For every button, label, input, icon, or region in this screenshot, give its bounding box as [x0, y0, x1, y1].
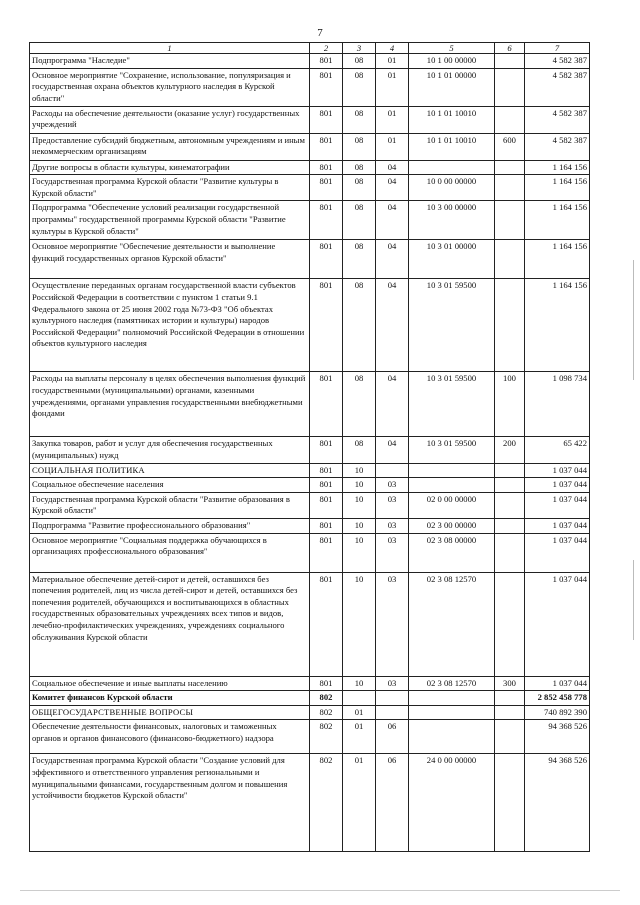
- row-type-cell: 200: [495, 437, 525, 463]
- table-row: [30, 133, 590, 160]
- row-target-cell: 10 1 01 10010: [409, 106, 495, 133]
- row-target-cell: 02 3 00 00000: [409, 518, 495, 533]
- table-row: [30, 437, 590, 463]
- row-target-cell: 10 3 01 59500: [409, 437, 495, 463]
- row-code-cell: 801: [310, 372, 343, 437]
- row-code-cell: 802: [310, 691, 343, 706]
- row-type-cell: [495, 54, 525, 69]
- row-type-cell: 600: [495, 133, 525, 160]
- row-section-cell: 08: [343, 201, 376, 240]
- row-name-cell: Обеспечение деятельности финансовых, налоговых и таможенных органов и органов финансового (финансово-бюджетного) надзора: [30, 720, 310, 754]
- row-name-cell: Подпрограмма "Обеспечение условий реализации государственной программы" государственной программы Курской области "Развитие культуры в Курской области": [30, 201, 310, 240]
- scan-bottom-line: [20, 890, 620, 891]
- row-amount-cell: 1 037 044: [525, 533, 590, 572]
- row-section-cell: [343, 691, 376, 706]
- row-code-cell: 801: [310, 240, 343, 279]
- table-row: [30, 492, 590, 518]
- row-section-cell: 10: [343, 533, 376, 572]
- row-section-cell: 10: [343, 478, 376, 493]
- header-cell: 5: [409, 43, 495, 54]
- row-code-cell: 801: [310, 463, 343, 478]
- row-code-cell: 801: [310, 437, 343, 463]
- row-section-cell: 08: [343, 372, 376, 437]
- row-section-cell: 08: [343, 240, 376, 279]
- row-type-cell: [495, 463, 525, 478]
- row-code-cell: 802: [310, 720, 343, 754]
- row-subsection-cell: 04: [376, 437, 409, 463]
- row-subsection-cell: 01: [376, 54, 409, 69]
- row-name-cell: Подпрограмма "Наследие": [30, 54, 310, 69]
- row-type-cell: 300: [495, 676, 525, 691]
- row-subsection-cell: 06: [376, 720, 409, 754]
- row-code-cell: 801: [310, 676, 343, 691]
- row-section-cell: 01: [343, 705, 376, 720]
- row-amount-cell: 1 098 734: [525, 372, 590, 437]
- row-target-cell: 10 3 01 00000: [409, 240, 495, 279]
- row-amount-cell: 1 037 044: [525, 463, 590, 478]
- row-type-cell: [495, 518, 525, 533]
- row-subsection-cell: 04: [376, 160, 409, 175]
- row-target-cell: 02 0 00 00000: [409, 492, 495, 518]
- header-cell: 3: [343, 43, 376, 54]
- row-type-cell: [495, 572, 525, 676]
- row-target-cell: 02 3 08 12570: [409, 676, 495, 691]
- row-amount-cell: 1 164 156: [525, 160, 590, 175]
- scan-edge-mark: [633, 560, 634, 640]
- row-code-cell: 801: [310, 106, 343, 133]
- row-amount-cell: 4 582 387: [525, 68, 590, 106]
- row-code-cell: 801: [310, 478, 343, 493]
- row-amount-cell: 4 582 387: [525, 106, 590, 133]
- table-row: [30, 279, 590, 372]
- row-section-cell: 01: [343, 720, 376, 754]
- row-code-cell: 802: [310, 705, 343, 720]
- row-section-cell: 01: [343, 754, 376, 852]
- row-amount-cell: 1 037 044: [525, 572, 590, 676]
- row-target-cell: [409, 478, 495, 493]
- header-cell: 2: [310, 43, 343, 54]
- scan-edge-mark: [633, 260, 634, 380]
- row-section-cell: 10: [343, 518, 376, 533]
- row-section-cell: 08: [343, 279, 376, 372]
- row-amount-cell: 1 164 156: [525, 175, 590, 201]
- row-target-cell: 10 3 01 59500: [409, 279, 495, 372]
- row-code-cell: 801: [310, 533, 343, 572]
- row-subsection-cell: [376, 691, 409, 706]
- row-type-cell: [495, 106, 525, 133]
- row-name-cell: Государственная программа Курской области "Развитие образования в Курской области": [30, 492, 310, 518]
- row-name-cell: Основное мероприятие "Обеспечение деятельности и выполнение функций государственных органов Курской области": [30, 240, 310, 279]
- row-code-cell: 801: [310, 68, 343, 106]
- row-section-cell: 10: [343, 572, 376, 676]
- table-row: [30, 691, 590, 706]
- table-row: [30, 705, 590, 720]
- row-amount-cell: 1 037 044: [525, 518, 590, 533]
- row-section-cell: 08: [343, 437, 376, 463]
- row-amount-cell: 4 582 387: [525, 133, 590, 160]
- budget-table: [29, 42, 590, 852]
- row-subsection-cell: 04: [376, 240, 409, 279]
- row-amount-cell: 1 037 044: [525, 492, 590, 518]
- table-row: [30, 201, 590, 240]
- row-amount-cell: 4 582 387: [525, 54, 590, 69]
- row-code-cell: 801: [310, 279, 343, 372]
- row-target-cell: 10 3 00 00000: [409, 201, 495, 240]
- row-amount-cell: 94 368 526: [525, 754, 590, 852]
- row-subsection-cell: 03: [376, 676, 409, 691]
- row-type-cell: [495, 201, 525, 240]
- row-type-cell: [495, 240, 525, 279]
- row-type-cell: [495, 720, 525, 754]
- table-row: [30, 240, 590, 279]
- row-subsection-cell: 04: [376, 279, 409, 372]
- row-subsection-cell: 01: [376, 68, 409, 106]
- page-number: 7: [317, 27, 323, 39]
- header-cell: 1: [30, 43, 310, 54]
- table-row: [30, 463, 590, 478]
- row-code-cell: 801: [310, 54, 343, 69]
- row-name-cell: Государственная программа Курской области "Создание условий для эффективного и ответственного управления региональными и муниципальными финансами, государственным долгом и повышения устойчивости бюджетов Курской области": [30, 754, 310, 852]
- row-type-cell: [495, 279, 525, 372]
- row-target-cell: 10 1 00 00000: [409, 54, 495, 69]
- row-code-cell: 801: [310, 492, 343, 518]
- row-name-cell: Предоставление субсидий бюджетным, автономным учреждениям и иным некоммерческим организациям: [30, 133, 310, 160]
- row-name-cell: Основное мероприятие "Социальная поддержка обучающихся в организациях профессионального образования": [30, 533, 310, 572]
- row-name-cell: Другие вопросы в области культуры, кинематографии: [30, 160, 310, 175]
- row-type-cell: [495, 175, 525, 201]
- table-row: [30, 68, 590, 106]
- row-target-cell: 10 1 01 10010: [409, 133, 495, 160]
- row-type-cell: [495, 533, 525, 572]
- table-row: [30, 372, 590, 437]
- row-section-cell: 10: [343, 492, 376, 518]
- row-subsection-cell: 01: [376, 106, 409, 133]
- row-name-cell: Основное мероприятие "Сохранение, использование, популяризация и государственная охрана объектов культурного наследия в Курской области": [30, 68, 310, 106]
- row-subsection-cell: 06: [376, 754, 409, 852]
- row-target-cell: 10 0 00 00000: [409, 175, 495, 201]
- table-row: [30, 518, 590, 533]
- row-name-cell: Расходы на обеспечение деятельности (оказание услуг) государственных учреждений: [30, 106, 310, 133]
- row-amount-cell: 1 164 156: [525, 240, 590, 279]
- table-row: [30, 533, 590, 572]
- row-amount-cell: 1 037 044: [525, 676, 590, 691]
- row-code-cell: 801: [310, 201, 343, 240]
- header-cell: 7: [525, 43, 590, 54]
- row-subsection-cell: 04: [376, 201, 409, 240]
- row-amount-cell: 94 368 526: [525, 720, 590, 754]
- row-name-cell: Государственная программа Курской области "Развитие культуры в Курской области": [30, 175, 310, 201]
- row-code-cell: 801: [310, 572, 343, 676]
- row-type-cell: [495, 492, 525, 518]
- row-section-cell: 08: [343, 68, 376, 106]
- row-code-cell: 801: [310, 518, 343, 533]
- row-target-cell: 10 3 01 59500: [409, 372, 495, 437]
- row-name-cell: Социальное обеспечение и иные выплаты населению: [30, 676, 310, 691]
- row-section-cell: 08: [343, 133, 376, 160]
- row-type-cell: [495, 478, 525, 493]
- table-row: [30, 572, 590, 676]
- row-code-cell: 802: [310, 754, 343, 852]
- row-section-cell: 08: [343, 106, 376, 133]
- row-name-cell: Подпрограмма "Развитие профессионального образования": [30, 518, 310, 533]
- row-code-cell: 801: [310, 160, 343, 175]
- row-name-cell: Закупка товаров, работ и услуг для обеспечения государственных (муниципальных) нужд: [30, 437, 310, 463]
- row-name-cell: Социальное обеспечение населения: [30, 478, 310, 493]
- row-name-cell: Комитет финансов Курской области: [30, 691, 310, 706]
- row-amount-cell: 65 422: [525, 437, 590, 463]
- table-row: [30, 478, 590, 493]
- row-type-cell: [495, 68, 525, 106]
- row-subsection-cell: 04: [376, 175, 409, 201]
- table-row: [30, 720, 590, 754]
- row-target-cell: [409, 705, 495, 720]
- row-name-cell: СОЦИАЛЬНАЯ ПОЛИТИКА: [30, 463, 310, 478]
- table-row: [30, 54, 590, 69]
- row-section-cell: 08: [343, 175, 376, 201]
- row-type-cell: [495, 705, 525, 720]
- table-row: [30, 676, 590, 691]
- row-subsection-cell: 03: [376, 533, 409, 572]
- table-header-row: [30, 43, 590, 54]
- row-section-cell: 10: [343, 463, 376, 478]
- row-target-cell: 02 3 08 00000: [409, 533, 495, 572]
- row-target-cell: 02 3 08 12570: [409, 572, 495, 676]
- row-amount-cell: 1 164 156: [525, 201, 590, 240]
- row-amount-cell: 2 852 458 778: [525, 691, 590, 706]
- row-amount-cell: 1 164 156: [525, 279, 590, 372]
- row-subsection-cell: [376, 463, 409, 478]
- row-section-cell: 08: [343, 54, 376, 69]
- header-cell: 4: [376, 43, 409, 54]
- row-subsection-cell: 03: [376, 478, 409, 493]
- table-row: [30, 160, 590, 175]
- row-subsection-cell: [376, 705, 409, 720]
- row-subsection-cell: 04: [376, 372, 409, 437]
- row-amount-cell: 1 037 044: [525, 478, 590, 493]
- row-amount-cell: 740 892 390: [525, 705, 590, 720]
- row-section-cell: 08: [343, 160, 376, 175]
- row-type-cell: 100: [495, 372, 525, 437]
- row-target-cell: 24 0 00 00000: [409, 754, 495, 852]
- row-subsection-cell: 03: [376, 518, 409, 533]
- table-row: [30, 175, 590, 201]
- row-name-cell: Расходы на выплаты персоналу в целях обеспечения выполнения функций государственными (муниципальными) органами, казенными учреждениями, органами управления государственными внебюджетными фондами: [30, 372, 310, 437]
- table-row: [30, 754, 590, 852]
- row-type-cell: [495, 160, 525, 175]
- row-code-cell: 801: [310, 175, 343, 201]
- row-target-cell: [409, 691, 495, 706]
- row-subsection-cell: 01: [376, 133, 409, 160]
- table-row: [30, 106, 590, 133]
- row-subsection-cell: 03: [376, 572, 409, 676]
- row-name-cell: Материальное обеспечение детей-сирот и детей, оставшихся без попечения родителей, лиц из числа детей-сирот и детей, оставшихся без попечения родителей, обучающихся и воспитывающихся в областных государственных образовательных учреждениях всех типов и видов, лечебно-профилактических учреждениях, учреждениях социального обслуживания Курской области: [30, 572, 310, 676]
- row-target-cell: 10 1 01 00000: [409, 68, 495, 106]
- row-name-cell: ОБЩЕГОСУДАРСТВЕННЫЕ ВОПРОСЫ: [30, 705, 310, 720]
- row-section-cell: 10: [343, 676, 376, 691]
- row-name-cell: Осуществление переданных органам государственной власти субъектов Российской Федерации в соответствии с пунктом 1 статьи 9.1 Федерального закона от 25 июня 2002 года №73-ФЗ "Об объектах культурного наследия (памятниках истории и культуры) народов Российской Федерации" полномочий Российской Федерации в отношении объектов культурного наследия: [30, 279, 310, 372]
- row-target-cell: [409, 160, 495, 175]
- row-target-cell: [409, 463, 495, 478]
- row-subsection-cell: 03: [376, 492, 409, 518]
- row-target-cell: [409, 720, 495, 754]
- row-code-cell: 801: [310, 133, 343, 160]
- header-cell: 6: [495, 43, 525, 54]
- row-type-cell: [495, 754, 525, 852]
- row-type-cell: [495, 691, 525, 706]
